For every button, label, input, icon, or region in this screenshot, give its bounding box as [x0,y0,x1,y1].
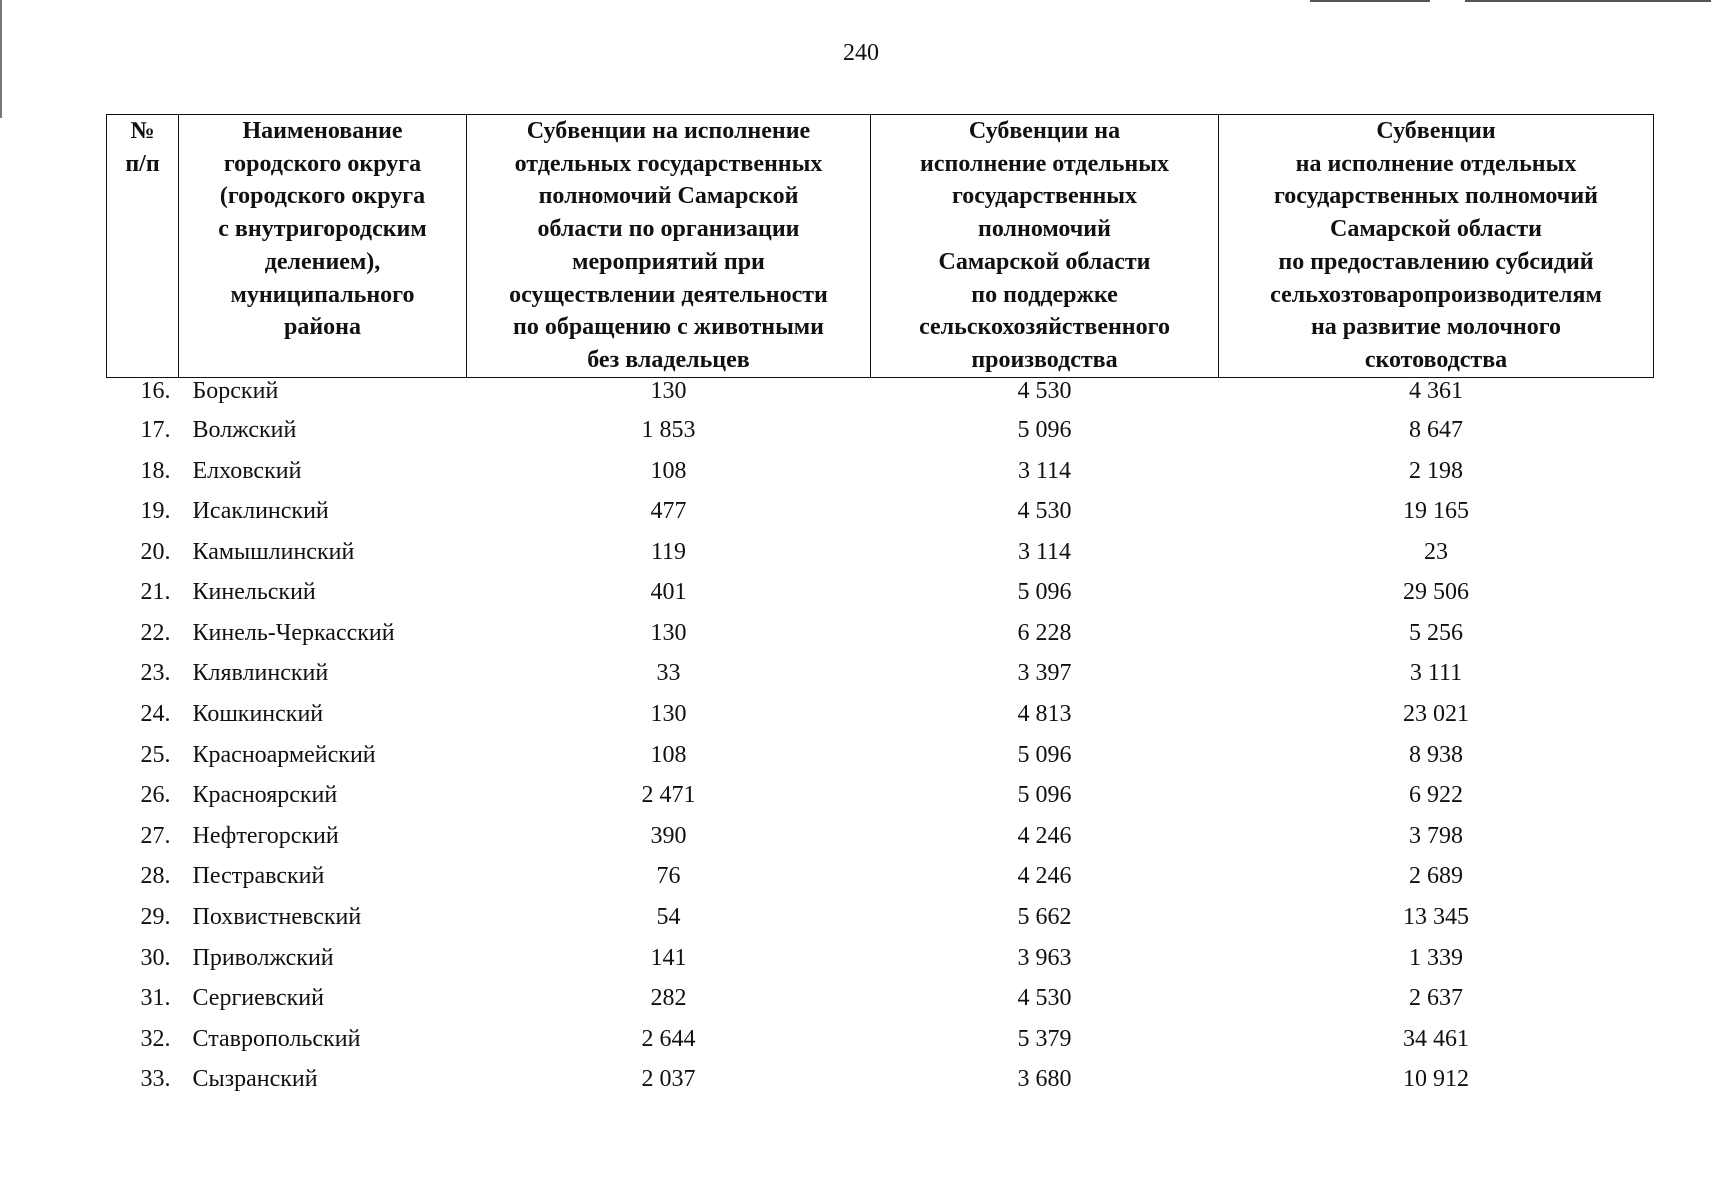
row-number: 18. [140,457,171,484]
header-line: отдельных государственных [514,150,823,177]
header-line: сельскохозяйственного [919,314,1170,341]
district-name: Кинель-Черкасский [192,619,395,646]
dairy-value: 1 339 [1409,944,1463,971]
dairy-value: 10 912 [1403,1066,1469,1093]
animals-value: 141 [650,944,687,971]
dairy-value: 2 198 [1409,457,1463,484]
agriculture-value: 4 530 [1017,985,1072,1012]
header-line: государственных полномочий [1273,183,1598,210]
table-row [107,1059,1654,1100]
table-row [107,613,1654,654]
animals-value: 477 [650,498,687,525]
dairy-value: 3 111 [1409,660,1463,687]
header-district-name [179,115,467,378]
header-line: на развитие молочного [1310,314,1562,341]
row-number: 31. [140,985,171,1012]
table-row [107,572,1654,613]
agriculture-value: 4 530 [1017,498,1072,525]
header-line: исполнение отдельных [920,150,1169,177]
table-row [107,653,1654,694]
agriculture-value: 5 096 [1017,416,1072,443]
dairy-value: 2 689 [1409,863,1463,890]
header-line: сельхозтоваропроизводителям [1270,281,1602,308]
dairy-value: 19 165 [1403,498,1469,525]
dairy-value: 2 637 [1409,985,1463,1012]
header-line: муниципального [230,281,415,308]
agriculture-value: 3 963 [1017,944,1072,971]
animals-value: 2 471 [641,782,696,809]
table-row [107,775,1654,816]
dairy-value: 6 922 [1409,782,1463,809]
animals-value: 54 [656,904,681,931]
dairy-value: 23 021 [1403,701,1469,728]
header-line: № [130,118,155,144]
dairy-value: 29 506 [1403,579,1469,606]
agriculture-value: 4 813 [1017,701,1072,728]
table-header-row [107,115,1654,378]
header-line: по предоставлению субсидий [1278,248,1594,275]
row-number: 19. [140,498,171,525]
animals-value: 130 [650,619,687,646]
district-name: Красноярский [192,782,338,809]
header-line: Субвенции [1376,118,1496,144]
table-row [107,897,1654,938]
agriculture-value: 5 662 [1017,904,1072,931]
animals-value: 401 [650,579,687,606]
district-name: Нефтегорский [192,822,339,849]
dairy-value: 8 938 [1409,741,1463,768]
header-line: городского округа [223,150,422,177]
agriculture-value: 5 096 [1017,579,1072,606]
dairy-value: 8 647 [1409,416,1463,443]
header-line: Наименование [242,118,403,144]
table-row [107,816,1654,857]
header-line: по обращению с животными [513,314,824,341]
district-name: Ставропольский [192,1025,361,1052]
table-row [107,856,1654,897]
header-line: производства [971,346,1118,373]
row-number: 16. [140,377,171,404]
header-line: осуществлении деятельности [509,281,828,308]
table-row [107,937,1654,978]
agriculture-value: 6 228 [1017,619,1072,646]
header-line: государственных [951,183,1138,210]
header-line: полномочий [978,216,1111,243]
header-line: района [283,314,361,341]
dairy-value: 4 361 [1409,377,1463,404]
agriculture-value: 4 530 [1017,377,1072,404]
row-number: 17. [140,416,171,443]
header-line: области по организации [537,216,800,243]
row-number: 29. [140,904,171,931]
header-line: Субвенции на [968,118,1121,144]
table-row [107,1019,1654,1060]
header-line: на исполнение отдельных [1295,150,1577,177]
page-number: 240 [843,40,879,66]
district-name: Борский [192,377,279,404]
table-row [107,978,1654,1019]
animals-value: 76 [656,863,681,890]
district-name: Волжский [192,416,297,443]
table-row [107,531,1654,572]
agriculture-value: 5 379 [1017,1025,1072,1052]
table-header [107,115,1654,378]
agriculture-value: 3 397 [1017,660,1072,687]
table-body [107,377,1654,1100]
row-number: 33. [140,1066,171,1093]
district-name: Елховский [192,457,302,484]
table-row [107,734,1654,775]
animals-value: 33 [656,660,681,687]
row-number: 27. [140,822,171,849]
header-animals-subvention [467,115,871,378]
district-name: Кошкинский [192,701,324,728]
district-name: Сызранский [192,1066,318,1093]
header-agriculture-subvention [871,115,1219,378]
animals-value: 390 [650,822,687,849]
dairy-value: 13 345 [1403,904,1469,931]
animals-value: 119 [650,538,687,565]
header-line: делением), [264,248,381,275]
header-line: мероприятий при [572,248,765,275]
animals-value: 1 853 [641,416,696,443]
dairy-value: 5 256 [1409,619,1463,646]
header-line: Субвенции на исполнение [526,118,811,144]
agriculture-value: 4 246 [1017,822,1072,849]
header-line: п/п [125,150,160,177]
animals-value: 282 [650,985,687,1012]
row-number: 26. [140,782,171,809]
header-line: (городского округа [219,183,426,210]
agriculture-value: 5 096 [1017,782,1072,809]
header-line: по поддержке [971,281,1118,308]
district-name: Кинельский [192,579,316,606]
dairy-value: 23 [1424,538,1448,565]
district-name: Исаклинский [192,498,329,525]
dairy-value: 34 461 [1403,1025,1469,1052]
row-number: 32. [140,1025,171,1052]
row-number: 30. [140,944,171,971]
agriculture-value: 5 096 [1017,741,1072,768]
header-line: Самарской области [1330,216,1542,243]
district-name: Пестравский [192,863,325,890]
dairy-value: 3 798 [1409,822,1463,849]
row-number: 23. [140,660,171,687]
row-number: 21. [140,579,171,606]
table-row [107,410,1654,451]
row-number: 25. [140,741,171,768]
district-name: Красноармейский [192,741,376,768]
row-number: 28. [140,863,171,890]
agriculture-value: 4 246 [1017,863,1072,890]
header-line: Самарской области [938,248,1151,275]
scan-top-line [1310,0,1430,2]
district-name: Похвистневский [192,904,362,931]
animals-value: 108 [650,741,687,768]
district-name: Камышлинский [192,538,355,565]
table-row [107,491,1654,532]
table-row [107,694,1654,735]
header-line: полномочий Самарской [538,183,799,210]
subvention-table [106,114,1654,1100]
row-number: 20. [140,538,171,565]
table-row [107,377,1654,410]
table-row [107,450,1654,491]
header-line: без владельцев [587,346,750,373]
agriculture-value: 3 114 [1017,538,1072,565]
animals-value: 130 [650,377,687,404]
header-number [107,115,179,378]
header-dairy-subvention [1219,115,1654,378]
district-name: Клявлинский [192,660,329,687]
animals-value: 2 037 [641,1066,696,1093]
district-name: Приволжский [192,944,334,971]
header-line: скотоводства [1364,346,1508,373]
header-line: с внутригородским [218,216,427,243]
row-number: 24. [140,701,171,728]
animals-value: 2 644 [641,1025,696,1052]
agriculture-value: 3 680 [1017,1066,1072,1093]
district-name: Сергиевский [192,985,324,1012]
row-number: 22. [140,619,171,646]
animals-value: 130 [650,701,687,728]
agriculture-value: 3 114 [1017,457,1072,484]
scan-top-line [1465,0,1711,2]
animals-value: 108 [650,457,687,484]
